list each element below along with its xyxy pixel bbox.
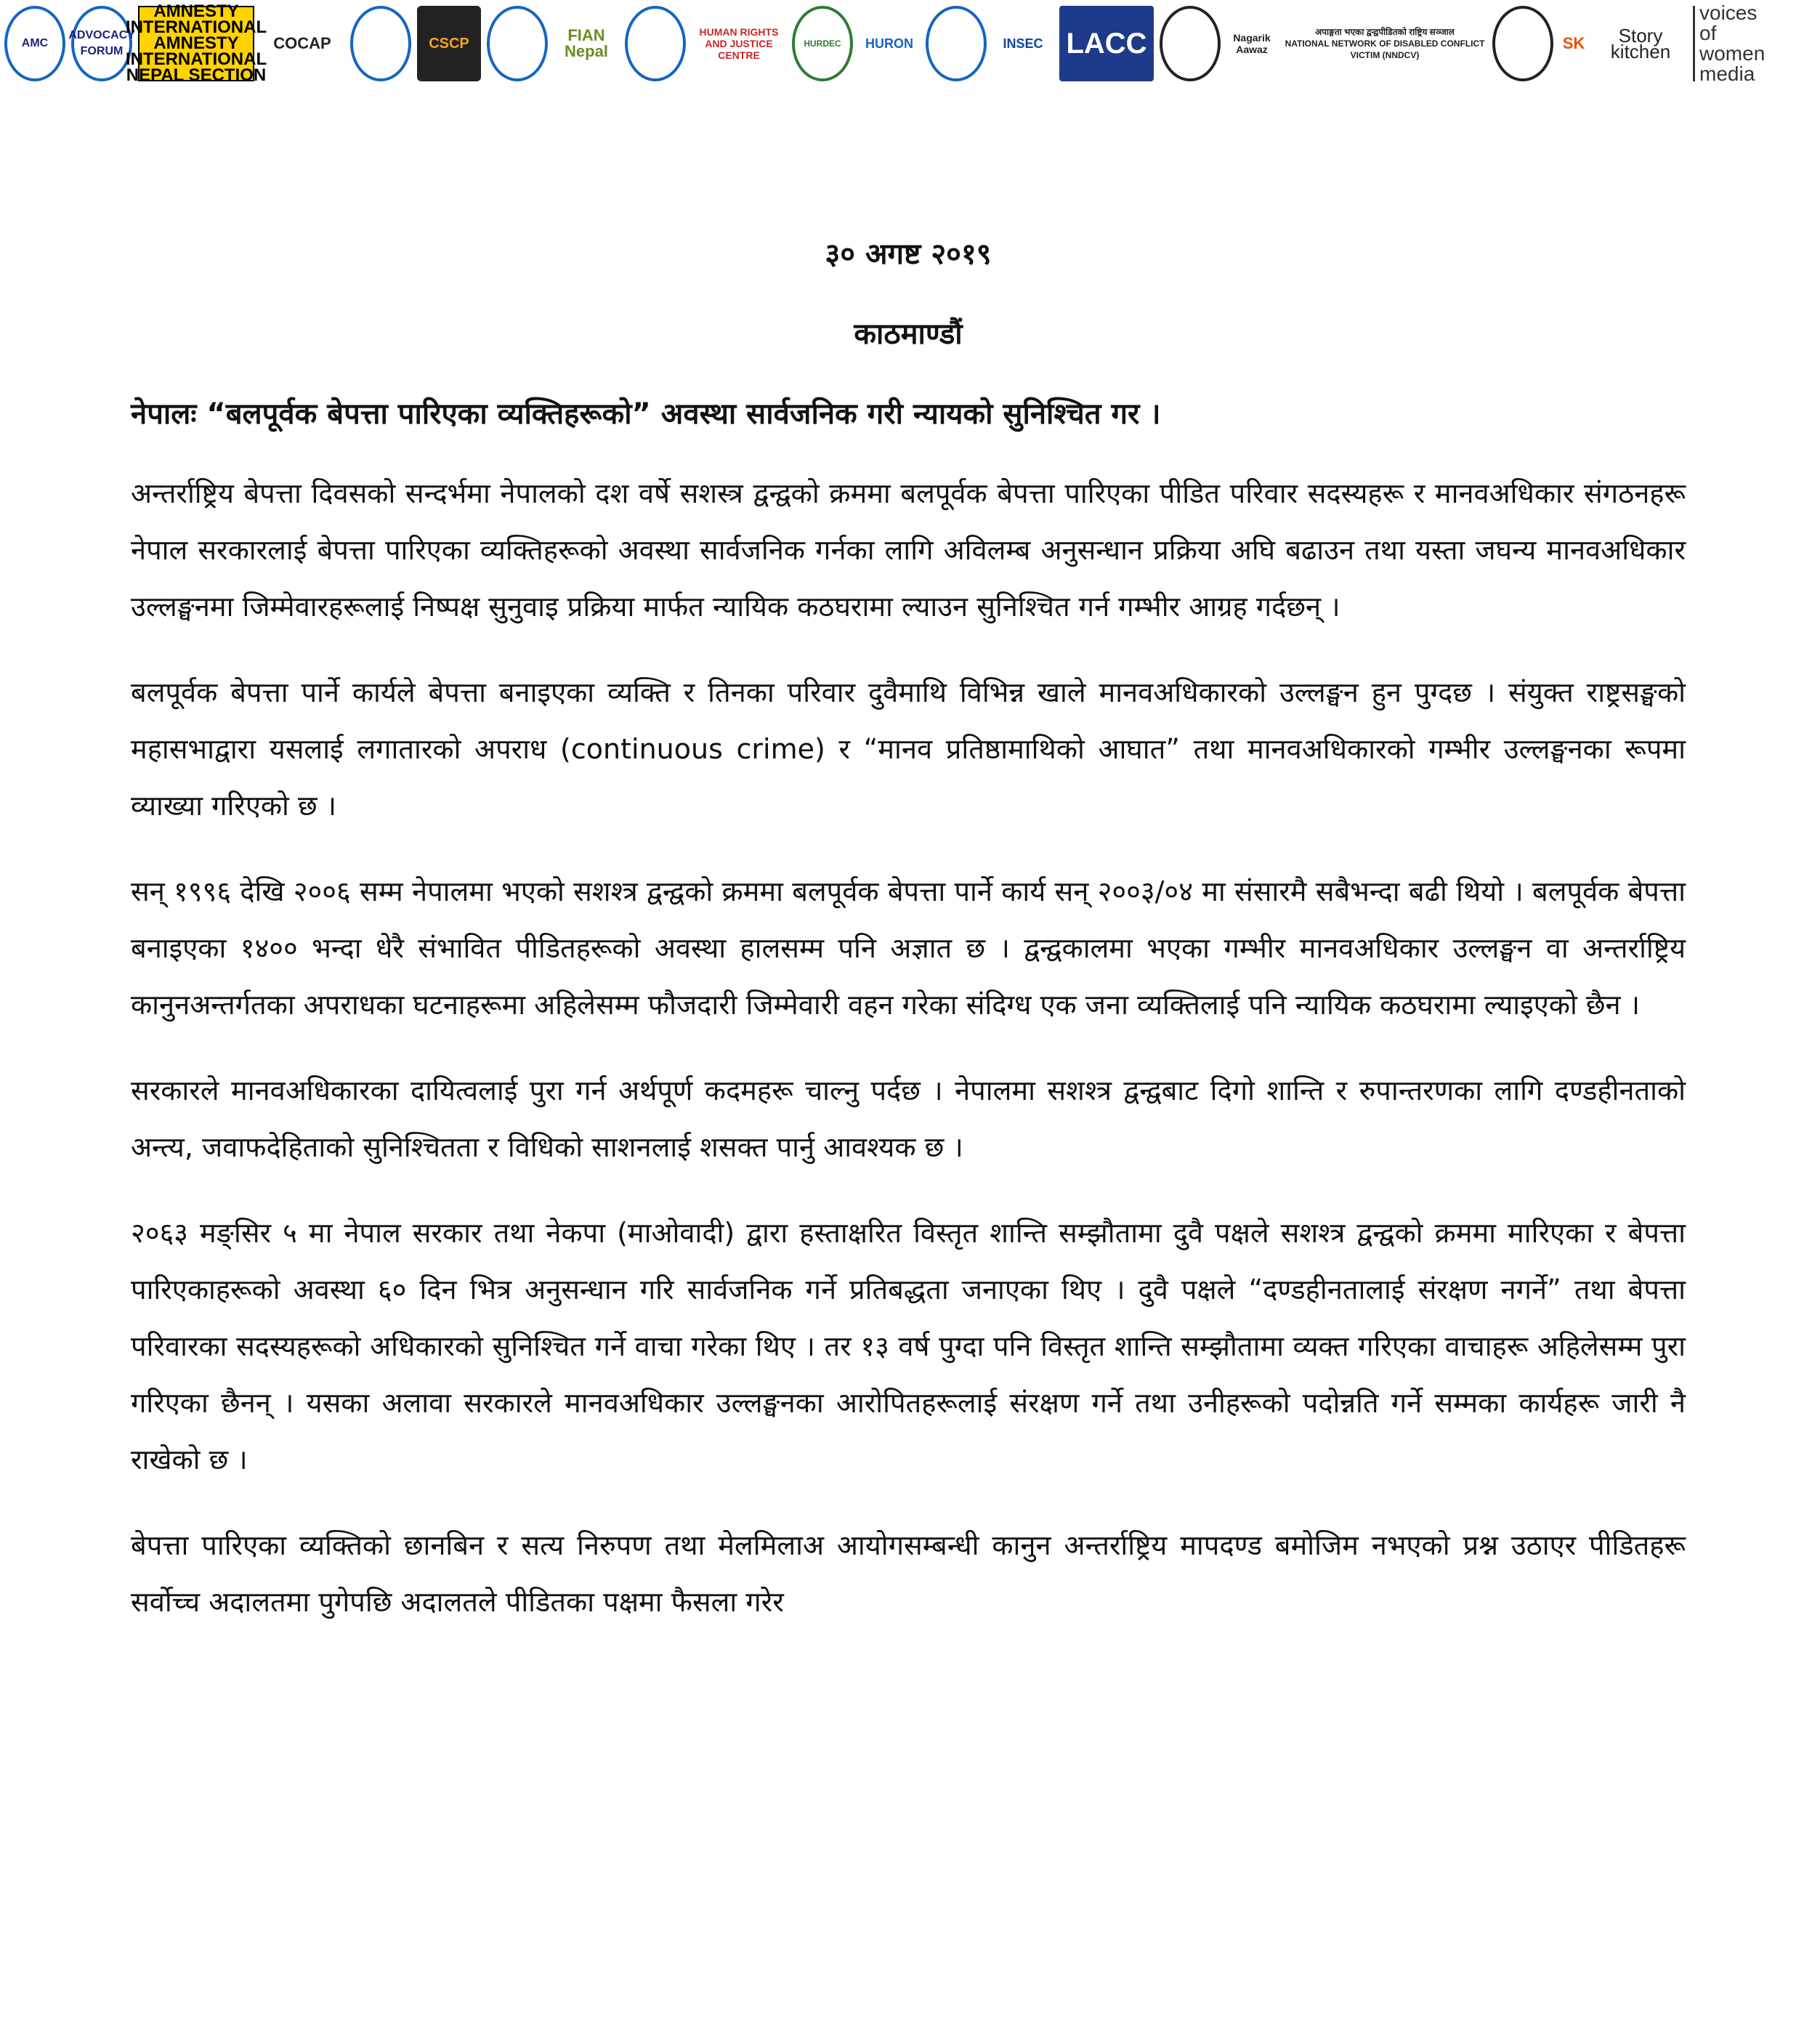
hrjc-logo: HUMAN RIGHTS AND JUSTICE CENTRE: [699, 26, 779, 61]
partner-logo-strip: [0, 0, 1820, 87]
body-paragraph: सरकारले मानवअधिकारका दायित्वलाई पुरा गर्न अर्थपूर्ण कदमहरू चाल्नु पर्दछ । नेपालमा सशश्त्र द्वन्द्वबाट दिगो शान्ति र रुपान्तरणका लागि दण्डहीनताको अन्त्य, जवाफदेहिताको सुनिश्चितता र विधिको साशनलाई शसक्त पार्नु आवश्यक छ ।: [131, 1074, 1686, 1163]
press-release: [131, 232, 1686, 1659]
inform-logo: [625, 6, 686, 81]
sk-logo: SK: [1562, 34, 1585, 52]
nepal-logo: [1492, 6, 1553, 81]
community-logo: [350, 6, 411, 81]
nepal-map-logo: [1160, 6, 1221, 81]
body-paragraph: सन् १९९६ देखि २००६ सम्म नेपालमा भएको सशश्त्र द्वन्द्वको क्रममा बलपूर्वक बेपत्ता पार्ने कार्य सन् २००३/०४ मा संसारमै सबैभन्दा बढी थियो । बलपूर्वक बेपत्ता बनाइएका १४०० भन्दा धेरै संभावित पीडितहरूको अवस्था हालसम्म पनि अज्ञात छ । द्वन्द्वकालमा भएका गम्भीर मानवअधिकार उल्लङ्घन वा अन्तर्राष्ट्रिय कानुनअन्तर्गतका अपराधका घटनाहरूमा अहिलेसम्म फौजदारी जिम्मेवारी वहन गरेका संदिग्ध एक जना व्यक्तिलाई पनि न्यायिक कठघरामा ल्याइएको छैन ।: [131, 875, 1686, 1021]
cscp-logo: CSCP: [417, 6, 481, 81]
cocap-logo: COCAP: [273, 34, 331, 52]
release-headline: नेपालः “बलपूर्वक बेपत्ता पारिएका व्यक्तिहरूको” अवस्था सार्वजनिक गरी न्यायको सुनिश्चित गर ।: [131, 397, 1161, 431]
amnesty-logo: AMNESTY INTERNATIONAL AMNESTY INTERNATIONAL NEPAL SECTION: [125, 1, 267, 85]
ictj-logo: [926, 6, 987, 81]
body-paragraph: अन्तर्राष्ट्रिय बेपत्ता दिवसको सन्दर्भमा नेपालको दश वर्षे सशस्त्र द्वन्द्वको क्रममा बलपूर्वक बेपत्ता पारिएका पीडित परिवार सदस्यहरू र मानवअधिकार संगठनहरू नेपाल सरकारलाई बेपत्ता पारिएका व्यक्तिहरूको अवस्था सार्वजनिक गर्नका लागि अविलम्ब अनुसन्धान प्रक्रिया अघि बढाउन तथा यस्ता जघन्य मानवअधिकार उल्लङ्घनमा जिम्मेवारहरूलाई निष्पक्ष सुनुवाइ प्रक्रिया मार्फत न्यायिक कठघरामा ल्याउन सुनिश्चित गर्न गम्भीर आग्रह गर्दछन् ।: [131, 477, 1686, 623]
body-paragraph: २०६३ मङ्सिर ५ मा नेपाल सरकार तथा नेकपा (माओवादी) द्वारा हस्ताक्षरित विस्तृत शान्ति सम्झौतामा दुवै पक्षले सशश्त्र द्वन्द्वको क्रममा मारिएका र बेपत्ता पारिएकाहरूको अवस्था ६० दिन भित्र अनुसन्धान गरि सार्वजनिक गर्ने प्रतिबद्धता जनाएका थिए । दुवै पक्षले “दण्डहीनतालाई संरक्षण नगर्ने” तथा बेपत्ता परिवारका सदस्यहरूको अधिकारको सुनिश्चित गर्ने वाचा गरेका थिए । तर १३ वर्ष पुग्दा पनि विस्तृत शान्ति सम्झौतामा व्यक्त गरिएका वाचाहरू अहिलेसम्म पुरा गरिएका छैनन् । यसका अलावा सरकारले मानवअधिकार उल्लङ्घनका आरोपितहरूलाई संरक्षण गर्ने तथा उनीहरूको पदोन्नति गर्ने सम्मका कार्यहरू जारी नै राखेको छ ।: [131, 1217, 1686, 1476]
release-place: काठमाण्डौं: [854, 317, 963, 351]
story-kitchen-logo: Story kitchen: [1610, 25, 1671, 62]
amc-logo: AMC: [4, 6, 65, 81]
insec-logo: INSEC: [1003, 36, 1043, 51]
nagarik-aawaz-logo: Nagarik Aawaz: [1233, 32, 1271, 55]
cvsj-logo: [487, 6, 548, 81]
lacc-logo: LACC: [1059, 6, 1154, 81]
hurdec-logo: HURDEC: [792, 6, 853, 81]
release-date: ३० अगष्ट २०१९: [825, 238, 992, 271]
body-paragraph: बेपत्ता पारिएका व्यक्तिको छानबिन र सत्य निरुपण तथा मेलमिलाअ आयोगसम्बन्धी कानुन अन्तर्राष्ट्रिय मापदण्ड बमोजिम नभएको प्रश्न उठाएर पीडितहरू सर्वोच्च अदालतमा पुगेपछि अदालतले पीडितका पक्षमा फैसला गरेर: [131, 1529, 1686, 1618]
body-paragraph: बलपूर्वक बेपत्ता पार्ने कार्यले बेपत्ता बनाइएका व्यक्ति र तिनका परिवार दुवैमाथि विभिन्न खाले मानवअधिकारको उल्लङ्घन हुन पुग्दछ । संयुक्त राष्ट्रसङ्घको महासभाद्वारा यसलाई लगातारको अपराध (continuous crime) र “मानव प्रतिष्ठामाथिको आघात” तथा मानवअधिकारको गम्भीर उल्लङ्घनका रूपमा व्याख्या गरिएको छ ।: [131, 676, 1686, 822]
ndcv-logo: अपाङ्गता भएका द्वन्द्वपीडितको राष्ट्रिय सञ्जाल NATIONAL NETWORK OF DISABLED CONFLICT VICTIM (NNDCV): [1285, 27, 1485, 60]
voices-of-women-media-logo: voices of women media: [1693, 6, 1780, 81]
fian-logo: FIAN Nepal: [565, 26, 608, 60]
advocacy-forum-logo: ADVOCACY FORUM: [71, 6, 132, 81]
huron-logo: HURON: [865, 36, 913, 51]
